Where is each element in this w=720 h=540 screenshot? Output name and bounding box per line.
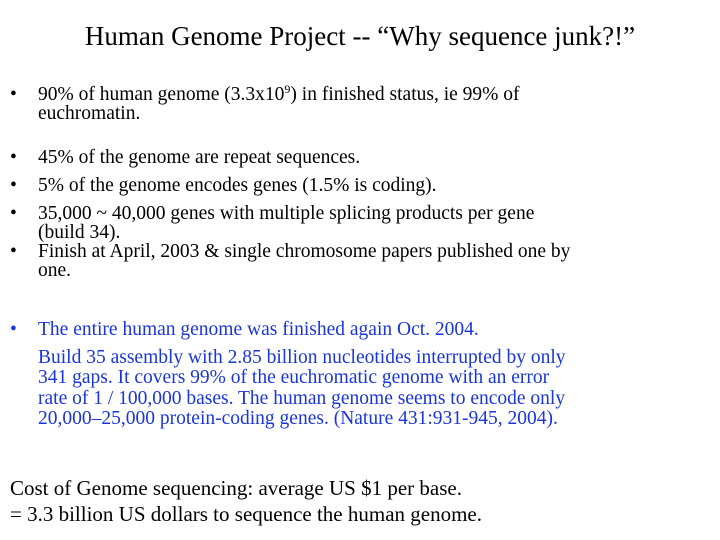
bullet-group-status — [0, 82, 720, 124]
cost-note — [10, 475, 482, 527]
bullet-line: 90% of human genome $(3.3x10^9)$ in finished status, ie 99% of — [38, 82, 520, 105]
exponent: 9 — [284, 82, 291, 96]
bullet-dot: • — [10, 147, 17, 168]
bullet-line: 341 gaps. It covers 99% of the euchromatic genome with an error — [38, 367, 550, 388]
bullet-line: 5% of the genome encodes genes (1.5% is coding). — [38, 175, 437, 196]
bullet-group-build35 — [0, 320, 720, 430]
bullet-dot: • — [10, 203, 17, 224]
bullet-dot: • — [10, 241, 17, 262]
bullet-finished-status — [0, 82, 720, 124]
bullet-line: 45% of the genome are repeat sequences. — [38, 147, 361, 168]
bullet-build-35 — [0, 320, 720, 430]
cost-note-line: Cost of Genome sequencing: average US $1 per base. — [10, 476, 462, 500]
bullet-line: 20,000–25,000 protein-coding genes. (Nature 431:931-945, 2004). — [38, 408, 558, 429]
bullet-dot: • — [10, 319, 17, 340]
bullet-line: rate of 1 / 100,000 bases. The human genome seems to encode only — [38, 387, 566, 409]
bullet-dot: • — [10, 175, 17, 196]
slide-title: Human Genome Project -- “Why sequence junk?!” — [84, 21, 636, 51]
cost-note-line: = 3.3 billion US dollars to sequence the human genome. — [10, 502, 483, 526]
bullet-line: Finish at April, 2003 & single chromosome papers published one by — [38, 241, 571, 262]
bullet-encodes-genes — [0, 176, 720, 195]
bullet-line: 35,000 ~ 40,000 genes with multiple splicing products per gene — [38, 203, 535, 224]
bullet-gene-count — [0, 204, 720, 242]
bullet-dot: • — [10, 84, 17, 105]
bullet-repeat-sequences — [0, 148, 720, 167]
bullet-line: The entire human genome was finished again Oct. 2004. — [38, 319, 479, 340]
bullet-line: euchromatin. — [38, 103, 141, 124]
bullet-group-facts — [0, 148, 720, 280]
bullet-line: one. — [38, 260, 72, 281]
bullet-line: Build 35 assembly with 2.85 billion nucleotides interrupted by only — [38, 346, 566, 368]
bullet-finish-date — [0, 242, 720, 280]
bullet-line: (build 34). — [38, 222, 121, 243]
